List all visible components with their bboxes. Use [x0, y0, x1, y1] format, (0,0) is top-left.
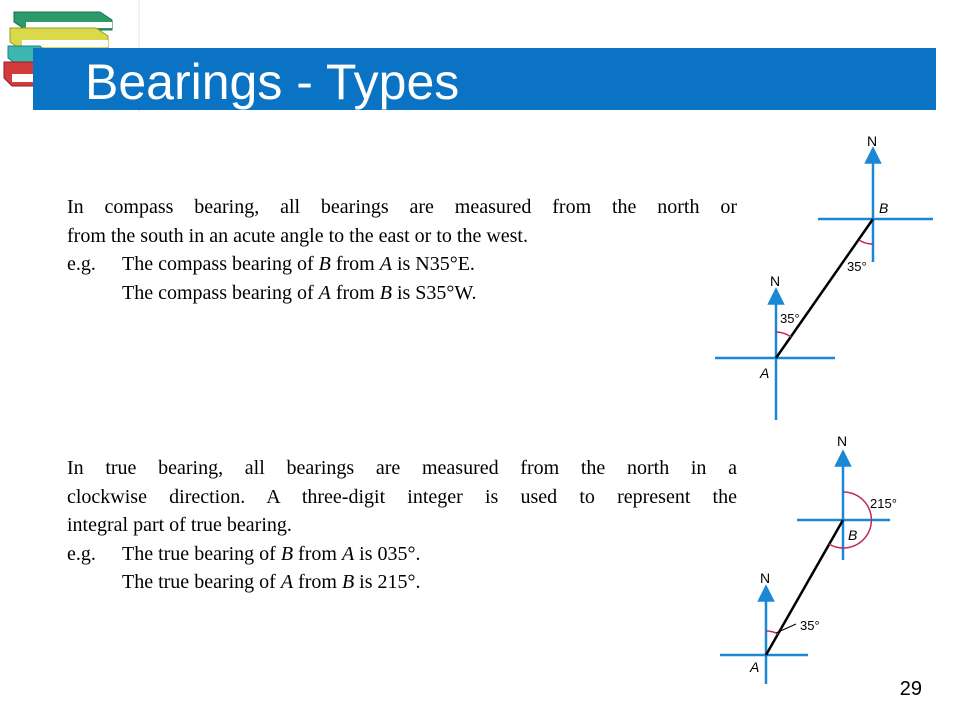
example-text: The compass bearing of — [122, 253, 319, 275]
angle-pointer-a — [776, 624, 796, 633]
point-a-label: A — [341, 542, 355, 565]
true-bearing-paragraph — [67, 454, 737, 597]
eg-label: e.g. — [67, 253, 96, 275]
example-text: is 035°. — [354, 542, 421, 565]
example-text: is S35°W. — [391, 281, 477, 304]
compass-line-1: In compass bearing, all bearings are measured from the north or — [67, 196, 737, 218]
example-text: The true bearing of — [122, 542, 281, 565]
example-text: is N35°E. — [391, 253, 475, 275]
angle-arc-b — [859, 240, 873, 244]
example-text: from — [293, 571, 342, 593]
compass-line-2: from the south in an acute angle to the east or to the west. — [67, 224, 528, 247]
point-b-label: B — [341, 571, 355, 593]
point-b-label: B — [318, 253, 331, 275]
example-text: The true bearing of — [122, 571, 281, 593]
north-label-b: N — [867, 133, 878, 149]
true-example-1 — [67, 540, 737, 569]
point-a-label: A — [760, 365, 770, 381]
compass-example-1 — [67, 250, 737, 279]
example-text: The compass bearing of — [122, 281, 319, 304]
point-b-label: B — [379, 281, 392, 304]
true-line-2: clockwise direction. A three-digit integer is used to represent the — [67, 485, 737, 508]
angle-label-b: 35° — [847, 259, 867, 274]
compass-bearing-paragraph — [67, 193, 737, 307]
point-a-label: A — [318, 281, 331, 304]
point-b-label: B — [848, 527, 858, 543]
example-text: from — [330, 281, 380, 304]
segment-ab — [766, 520, 843, 655]
true-line-3: integral part of true bearing. — [67, 514, 292, 536]
example-text: is 215°. — [354, 571, 421, 593]
north-label-a: N — [760, 570, 771, 586]
angle-label-a: 35° — [800, 618, 820, 633]
point-b-label: B — [879, 200, 889, 216]
true-example-2 — [67, 568, 737, 597]
slide-title: Bearings - Types — [85, 54, 460, 110]
example-text: from — [330, 253, 380, 275]
angle-label-b: 215° — [870, 496, 897, 511]
true-bearing-diagram — [700, 425, 940, 685]
point-a-label: A — [750, 659, 760, 675]
eg-label: e.g. — [67, 542, 96, 565]
compass-example-2 — [67, 279, 737, 308]
north-label-b: N — [837, 433, 848, 449]
point-b-label: B — [280, 542, 294, 565]
point-a-label: A — [379, 253, 392, 275]
page-number: 29 — [899, 678, 922, 700]
angle-label-a: 35° — [780, 311, 800, 326]
compass-bearing-diagram — [700, 120, 950, 425]
point-a-label: A — [280, 571, 294, 593]
true-line-1: In true bearing, all bearings are measured from the north in a — [67, 457, 737, 479]
north-label-a: N — [770, 273, 781, 289]
angle-arc-a — [776, 332, 791, 337]
example-text: from — [293, 542, 342, 565]
